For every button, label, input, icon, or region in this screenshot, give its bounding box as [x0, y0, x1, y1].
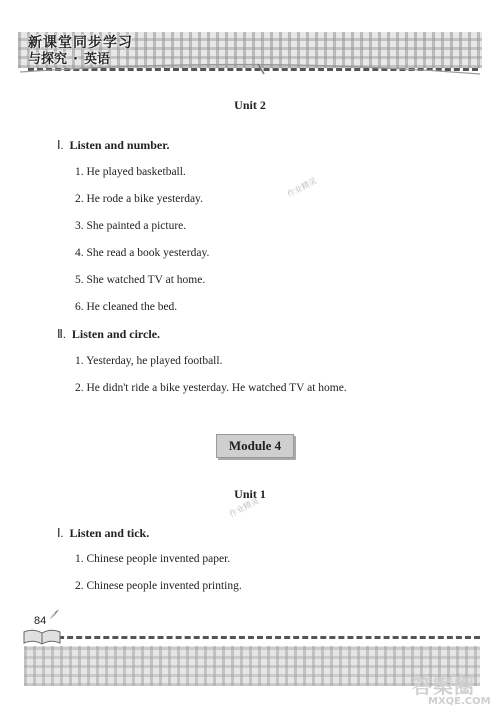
list-item: 4. She read a book yesterday. — [75, 247, 210, 259]
list-item: 1. Yesterday, he played football. — [75, 355, 223, 367]
section-heading-listen-number — [57, 138, 169, 153]
faint-stamp: 作业精灵 — [285, 176, 319, 199]
faint-stamp: 作业精灵 — [227, 496, 261, 519]
series-separator: · — [73, 52, 78, 67]
list-item: 1. He played basketball. — [75, 166, 186, 178]
section-heading-listen-tick — [57, 526, 149, 541]
footer-dashed-line — [40, 636, 480, 639]
watermark-logo: 答案圈 — [412, 674, 475, 698]
unit-1-title: Unit 1 — [234, 487, 266, 501]
section-numeral: Ⅰ. — [57, 526, 64, 540]
module-title: Module 4 — [228, 438, 282, 453]
section-numeral: Ⅰ. — [57, 138, 64, 152]
section-heading-listen-circle — [57, 327, 160, 342]
section-title-text: Listen and number. — [69, 138, 170, 152]
page-number: 84 — [34, 615, 47, 627]
series-subtitle-left: 与探究 — [28, 52, 68, 67]
list-item: 5. She watched TV at home. — [75, 274, 206, 286]
header-curve-decoration — [20, 62, 480, 80]
list-item: 6. He cleaned the bed. — [75, 301, 178, 313]
series-title: 新课堂同步学习 — [28, 35, 133, 51]
subject-label: 英语 — [83, 52, 110, 67]
unit-2-title: Unit 2 — [234, 98, 266, 112]
watermark-url: MXQE.COM — [428, 696, 491, 707]
list-item: 2. He didn't ride a bike yesterday. He watched TV at home. — [75, 382, 347, 394]
feather-icon — [46, 608, 60, 622]
module-4-title-box — [216, 434, 294, 458]
section-title-text: Listen and circle. — [71, 327, 161, 341]
list-item: 1. Chinese people invented paper. — [75, 553, 231, 565]
section-numeral: Ⅱ. — [57, 327, 66, 341]
list-item: 2. Chinese people invented printing. — [75, 580, 242, 592]
section-title-text: Listen and tick. — [69, 526, 150, 540]
list-item: 3. She painted a picture. — [75, 220, 187, 232]
list-item: 2. He rode a bike yesterday. — [75, 193, 203, 205]
open-book-icon — [22, 626, 62, 646]
